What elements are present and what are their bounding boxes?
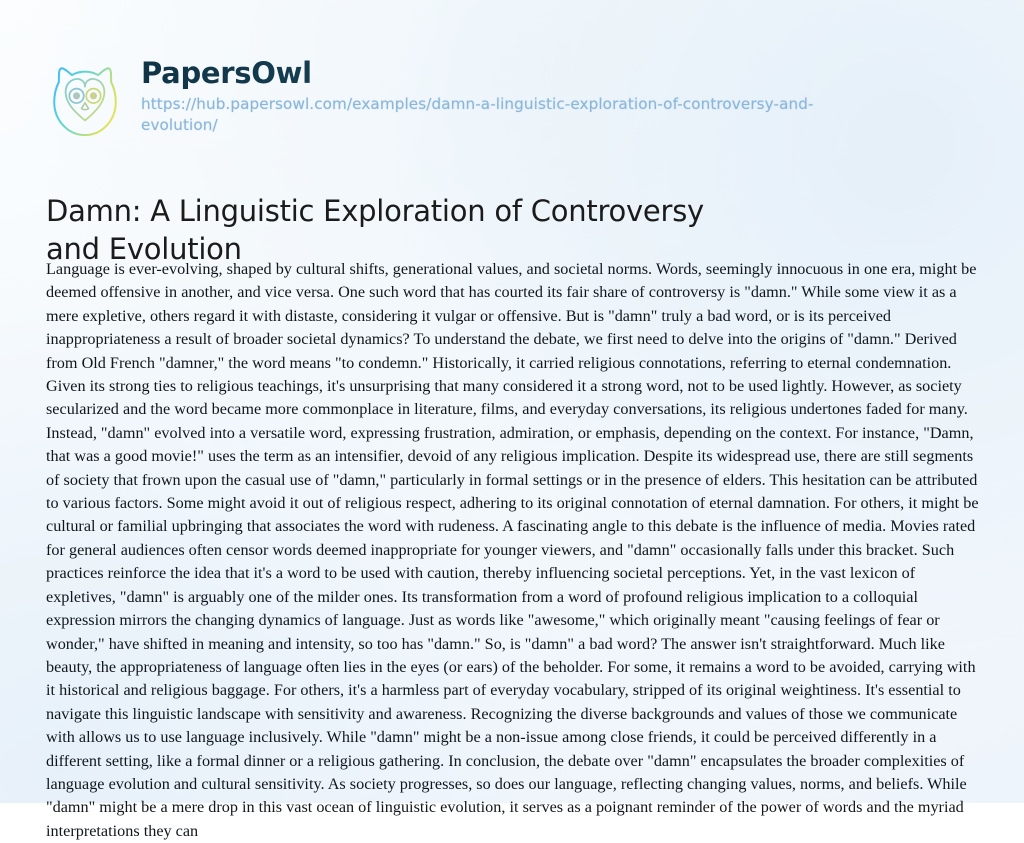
- owl-logo-icon: [46, 62, 124, 142]
- page-title: Damn: A Linguistic Exploration of Controversy and Evolution: [46, 194, 704, 266]
- brand-block: [141, 56, 946, 137]
- brand-name: PapersOwl: [141, 58, 946, 89]
- site-header: [46, 56, 946, 142]
- source-url[interactable]: https://hub.papersowl.com/examples/damn-a-linguistic-exploration-of-controversy-and-evolution/: [141, 94, 814, 135]
- article-body-text: Language is ever-evolving, shaped by cultural shifts, generational values, and societal norms. Words, seemingly innocuous in one era, might be deemed offensive in another, and vice versa. One such word that has courted its fair share of controversy is "damn." While some view it as a mere expletive, others regard it with distaste, considering it vulgar or offensive. But is "damn" truly a bad word, or is its perceived inappropriateness a result of broader societal dynamics? To understand the debate, we first need to delve into the origins of "damn." Derived from Old French "damner," the word means "to condemn." Historically, it carried religious connotations, referring to eternal condemnation. Given its strong ties to religious teachings, it's unsurprising that many considered it a strong word, not to be used lightly. However, as society secularized and the word became more commonplace in literature, films, and everyday conversations, its religious undertones faded for many. Instead, "damn" evolved into a versatile word, expressing frustration, admiration, or emphasis, depending on the context. For instance, "Damn, that was a good movie!" uses the term as an intensifier, devoid of any religious implication. Despite its widespread use, there are still segments of society that frown upon the casual use of "damn," particularly in formal settings or in the presence of elders. This hesitation can be attributed to various factors. Some might avoid it out of religious respect, adhering to its original connotation of eternal damnation. For others, it might be cultural or familial upbringing that associates the word with rudeness. A fascinating angle to this debate is the influence of media. Movies rated for general audiences often censor words deemed inappropriate for younger viewers, and "damn" occasionally falls under this bracket. Such practices reinforce the idea that it's a word to be used with caution, thereby influencing societal perceptions. Yet, in the vast lexicon of expletives, "damn" is arguably one of the milder ones. Its transformation from a word of profound religious implication to a colloquial expression mirrors the changing dynamics of language. Just as words like "awesome," which originally meant "causing feelings of fear or wonder," have shifted in meaning and intensity, so too has "damn." So, is "damn" a bad word? The answer isn't straightforward. Much like beauty, the appropriateness of language often lies in the eyes (or ears) of the beholder. For some, it remains a word to be avoided, carrying with it historical and religious baggage. For others, it's a harmless part of everyday vocabulary, stripped of its original weightiness. It's essential to navigate this linguistic landscape with sensitivity and awareness. Recognizing the diverse backgrounds and values of those we communicate with allows us to use language inclusively. While "damn" might be a non-issue among close friends, it could be perceived differently in a different setting, like a formal dinner or a religious gathering. In conclusion, the debate over "damn" encapsulates the broader complexities of language evolution and cultural sensitivity. As society progresses, so does our language, reflecting changing values, norms, and beliefs. While "damn" might be a mere drop in this vast ocean of linguistic evolution, it serves as a poignant reminder of the power of words and the myriad interpretations they can: [46, 260, 979, 840]
